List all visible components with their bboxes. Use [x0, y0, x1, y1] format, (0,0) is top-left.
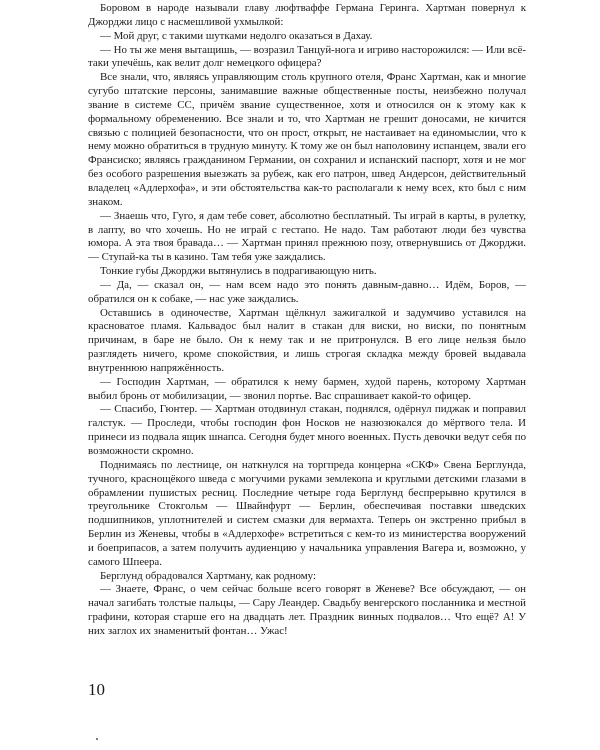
paragraph: Оставшись в одиночестве, Хартман щёлкнул зажигалкой и задумчиво уставился на красноватое пламя. Кальвадос был налит в стакан для виски, но виски, по понятным причинам, в баре не было. Он к нему так и не притронулся. В его лице нельзя было разглядеть ничего, кроме спокойствия, и лишь строгая складка между бровей выдавала внутреннюю напряжённость. — [88, 306, 526, 374]
paragraph: — Знаете, Франс, о чем сейчас больше всего говорят в Женеве? Все обсуждают, — он начал загибать толстые пальцы, — Сару Леандер. Свадьбу венгерского посланника и местной графини, которая старше его на двадцать лет. Праздник винных подвалов… Что ещё? А! У них заглох их знаменитый фонтан… Ужас! — [88, 583, 526, 637]
paragraph: — Господин Хартман, — обратился к нему бармен, худой парень, которому Хартман выбил бронь от мобилизации, — звонил портье. Вас спрашивает какой-то офицер. — [88, 375, 526, 402]
paragraph: Боровом в народе называли главу люфтваффе Германа Геринга. Хартман повернул к Джорджи лицо с насмешливой ухмылкой: — [88, 2, 526, 28]
paragraph: — Да, — сказал он, — нам всем надо это понять давным-давно… Идём, Боров, — обратился он к собаке, — нас уже заждались. — [88, 278, 526, 305]
paragraph: — Знаешь что, Гуго, я дам тебе совет, абсолютно бесплатный. Ты играй в карты, в рулетку, в лапту, во что хочешь. Но не играй с гестапо. Не надо. Там работают люди без чувства юмора. А эта твоя бравада… — Хартман принял прежнюю позу, отвернувшись от Джорджи. — Ступай-ка ты в казино. Там тебя уже заждались. — [88, 209, 526, 264]
paragraph: Все знали, что, являясь управляющим столь крупного отеля, Франс Хартман, как и многие сугубо штатские персоны, занимавшие важные общественные посты, неизбежно получал звание в системе СС, причём звание существенное, хотя и относился он к этому как к формальному обременению. Все знали и то, что Хартман не грешит доносами, не кичится связью с полицией безопасности, что он прост, открыт, не настаивает на единомыслии, что к нему можно обратиться в трудную минуту. К тому же он был наполовину испанцем, звали его Франсиско; являясь гражданином Германии, он сохранил и испанский паспорт, хотя и не мог без особого разрешения выезжать за рубеж, как его патрон, швед Андерсон, действительный владелец «Адлерхофа», и эти обстоятельства как-то располагали к нему всех, кто был с ним знаком. — [88, 71, 526, 208]
page-number: 10 — [88, 680, 105, 699]
paragraph: — Мой друг, с такими шутками недолго оказаться в Дахау. — [100, 29, 373, 42]
paragraph: Тонкие губы Джорджи вытянулись в подрагивающую нить. — [100, 265, 377, 278]
paragraph: Берглунд обрадовался Хартману, как родному: — [100, 569, 317, 582]
paragraph: — Но ты же меня вытащишь, — возразил Танцуй-нога и игриво насторожился: — Или всё-таки упечёшь, как велит долг немецкого офицера? — [88, 43, 526, 70]
scan-speck — [96, 738, 98, 740]
paragraph: — Спасибо, Гюнтер. — Хартман отодвинул стакан, поднялся, одёрнул пиджак и поправил галстук. — Проследи, чтобы господин фон Носков не назюзюкался до мёртвого тела. И принеси из подвала ящик шнапса. Сегодня будет много военных. Пусть девочки ведут себя по возможности скромно. — [88, 403, 527, 457]
paragraph: Поднимаясь по лестнице, он наткнулся на торгпреда концерна «СКФ» Свена Берглунда, тучного, краснощёкого шведа с могучими руками землекопа и круглыми детскими глазами в обрамлении пушистых ресниц. Последние четыре года Берглунд беспрерывно крутился в треугольнике Стокгольм — Швайнфурт — Берлин, обеспечивая поставки шведских подшипников, уплотнителей и систем смазки для вермахта. Теперь он экстренно прибыл в Берлин из Женевы, чтобы в «Адлерхофе» встретиться с кем-то из министерства вооружений и боеприпасов, а затем получить аудиенцию у начальника управления Вагера и, возможно, у самого Шпеера. — [88, 458, 526, 568]
